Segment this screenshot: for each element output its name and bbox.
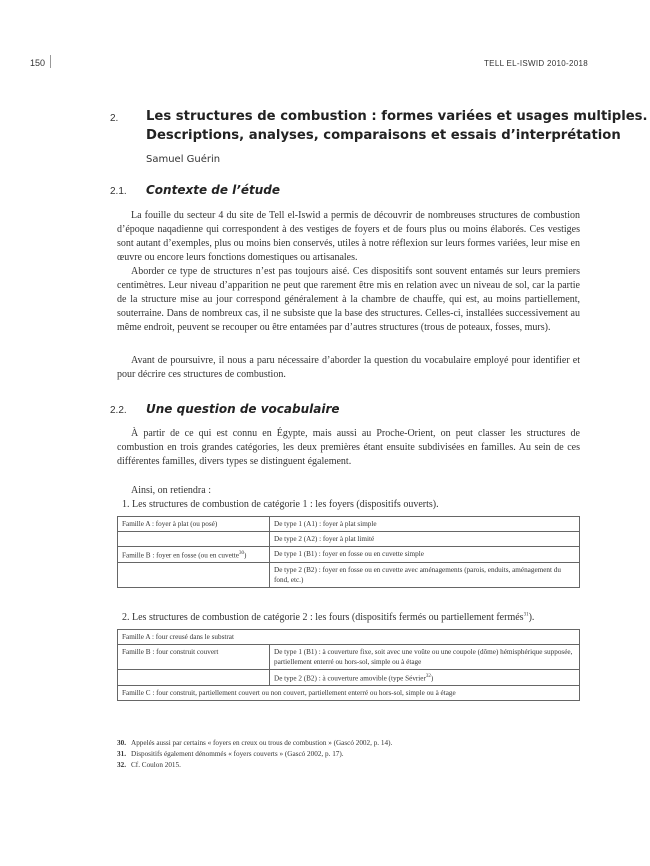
paragraph: La fouille du secteur 4 du site de Tell el-Iswid a permis de découvrir de nombreuses structures de combustion d’époque naqadienne qui correspondent à des vestiges de foyers et de fours plus ou moins élaborés. Ces vestiges sont autant d’exemples, plus ou moins bien conservés, utiles à notre réflexion sur leurs formes variées, leur mise en œuvre ou encore leurs fonctions domestiques ou artisanales.: [117, 210, 580, 263]
section-title-line2: Descriptions, analyses, comparaisons et essais d’interprétation: [146, 128, 621, 143]
table-row: [118, 563, 580, 588]
table-row: [118, 547, 580, 563]
category-2-label: 2. Les structures de combustion de catégorie 2 : les fours (dispositifs fermés ou partiellement fermés$^{31}$).: [122, 612, 535, 623]
footnote: 31. Dispositifs également dénommés « foyers couverts » (Gascó 2002, p. 17).: [117, 750, 344, 758]
table-cell: Famille C : four construit, partiellement couvert ou non couvert, partiellement enterré ou hors-sol, simple ou à étage: [118, 686, 580, 701]
header-divider: [50, 55, 51, 68]
table-row: [118, 645, 580, 670]
paragraph: Aborder ce type de structures n’est pas toujours aisé. Ces dispositifs sont souvent entamés sur leurs premiers centimètres. Leur niveau d’apparition ne peut que rarement être mis en relation avec un niveau de sol, car la partie de la structure mise au jour correspond généralement à la chambre de chauffe, qui est, au moins partiellement, souterraine. Dans de nombreux cas, il ne subsiste que la base des structures. Celles-ci, installées successivement au même endroit, peuvent se recouper ou être entamées par d’autres structures (trous de poteaux, fosses, murs).: [117, 266, 580, 333]
table-cell: De type 1 (A1) : foyer à plat simple: [270, 517, 580, 532]
fours-table: [117, 629, 580, 701]
footnote: 30. Appelés aussi par certains « foyers en creux ou trous de combustion » (Gascó 2002, p. 14).: [117, 739, 393, 747]
table-cell: De type 2 (A2) : foyer à plat limité: [270, 532, 580, 547]
table-cell: [118, 670, 270, 686]
table-cell: Famille A : four creusé dans le substrat: [118, 630, 580, 645]
subsection-title: Une question de vocabulaire: [146, 402, 340, 416]
list-intro: Ainsi, on retiendra :: [131, 485, 211, 496]
table-row: [118, 532, 580, 547]
table-cell: [118, 563, 270, 588]
subsection-title: Contexte de l’étude: [146, 183, 280, 197]
section-title-line1: Les structures de combustion : formes variées et usages multiples.: [146, 109, 648, 124]
table-row: [118, 517, 580, 532]
table-row: [118, 686, 580, 701]
table-row: [118, 630, 580, 645]
paragraph: Avant de poursuivre, il nous a paru nécessaire d’aborder la question du vocabulaire employé pour identifier et pour décrire ces structures de combustion.: [117, 355, 580, 380]
subsection-number: 2.1.: [110, 186, 127, 197]
footnote: 32. Cf. Coulon 2015.: [117, 761, 181, 769]
category-1-label: 1. Les structures de combustion de catégorie 1 : les foyers (dispositifs ouverts).: [122, 499, 439, 510]
table-cell: De type 2 (B2) : foyer en fosse ou en cuvette avec aménagements (parois, enduits, aménagement du fond, etc.): [270, 563, 580, 588]
author-name: Samuel Guérin: [146, 154, 221, 165]
table-cell: De type 1 (B1) : foyer en fosse ou en cuvette simple: [270, 547, 580, 563]
running-header: TELL EL-ISWID 2010-2018: [484, 59, 588, 68]
paragraph: À partir de ce qui est connu en Égypte, mais aussi au Proche-Orient, on peut classer les structures de combustion en trois grandes catégories, les deux premières étant ensuite subdivisées en familles. Au sein de ces différentes familles, divers types se distinguent également.: [117, 428, 580, 467]
section-title: [146, 107, 648, 145]
subsection-number: 2.2.: [110, 405, 127, 416]
table-row: [118, 670, 580, 686]
section-number: 2.: [110, 113, 119, 124]
footnotes: [117, 738, 392, 771]
table-cell: Famille A : foyer à plat (ou posé): [118, 517, 270, 532]
table-cell: [118, 532, 270, 547]
table-cell: Famille B : foyer en fosse (ou en cuvette$^{30}$): [118, 547, 270, 563]
foyers-table: [117, 516, 580, 588]
table-cell: De type 1 (B1) : à couverture fixe, soit avec une voûte ou une coupole (dôme) hémisphérique supposée, partiellement enterré ou hors-sol, simple ou à étage: [270, 645, 580, 670]
page-number: 150: [30, 58, 46, 68]
table-cell: De type 2 (B2) : à couverture amovible (type Sévrier$^{32}$): [270, 670, 580, 686]
table-cell: Famille B : four construit couvert: [118, 645, 270, 670]
